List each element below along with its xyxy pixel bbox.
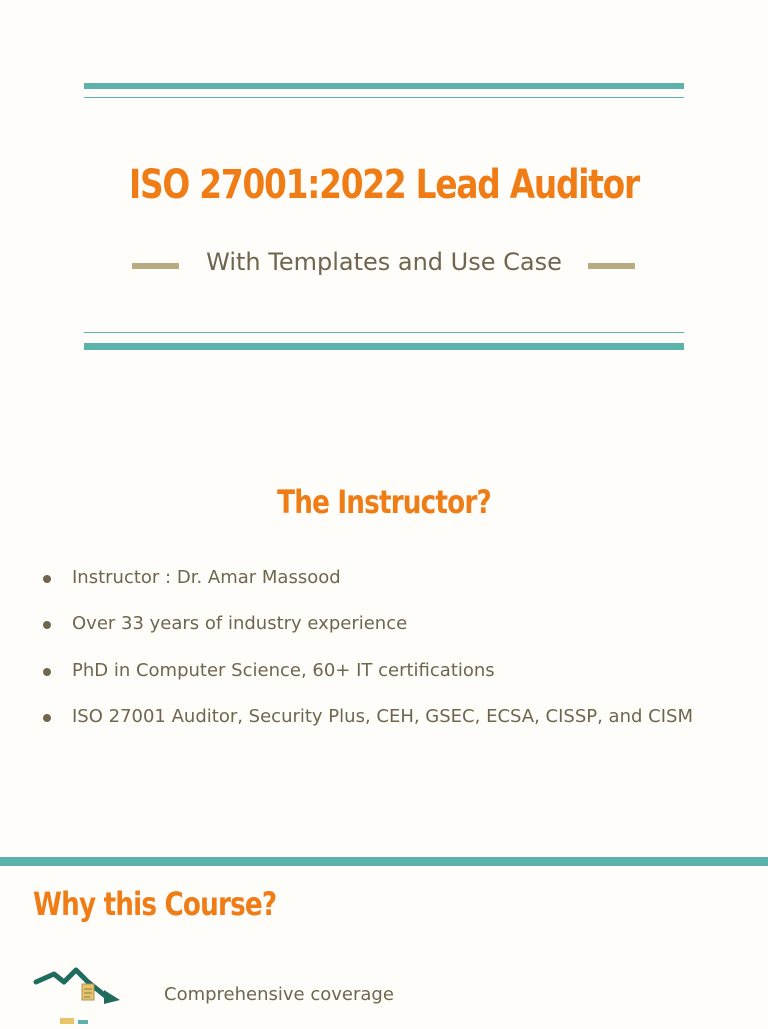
list-item [0, 611, 768, 657]
slide-subtitle: With Templates and Use Case [206, 248, 562, 276]
bottom-thick-rule [84, 343, 684, 350]
bullet-icon [43, 668, 51, 676]
instructor-list [0, 565, 768, 750]
list-item [0, 704, 768, 750]
list-item-text: ISO 27001 Auditor, Security Plus, CEH, GSEC, ECSA, CISSP, and CISM [72, 705, 693, 727]
top-thick-rule [84, 83, 684, 89]
bullet-icon [43, 621, 51, 629]
course-item-text: Comprehensive coverage [164, 984, 394, 1005]
list-item [0, 565, 768, 611]
section-top-bar [0, 857, 768, 866]
bullet-icon [43, 714, 51, 722]
top-thin-rule [84, 97, 684, 98]
instructor-heading: The Instructor? [277, 483, 491, 521]
bottom-thin-rule [84, 332, 684, 333]
list-item-text: Over 33 years of industry experience [72, 613, 408, 635]
subtitle-right-dash [588, 263, 635, 269]
bullet-icon [43, 575, 51, 583]
course-heading: Why this Course? [33, 885, 277, 923]
list-item-text: PhD in Computer Science, 60+ IT certifications [72, 659, 495, 681]
list-item [0, 658, 768, 704]
slide-title: ISO 27001:2022 Lead Auditor [129, 162, 639, 208]
list-item-text: Instructor : Dr. Amar Massood [72, 567, 341, 588]
subtitle-row [0, 246, 768, 280]
declining-chart-icon [32, 960, 124, 1024]
